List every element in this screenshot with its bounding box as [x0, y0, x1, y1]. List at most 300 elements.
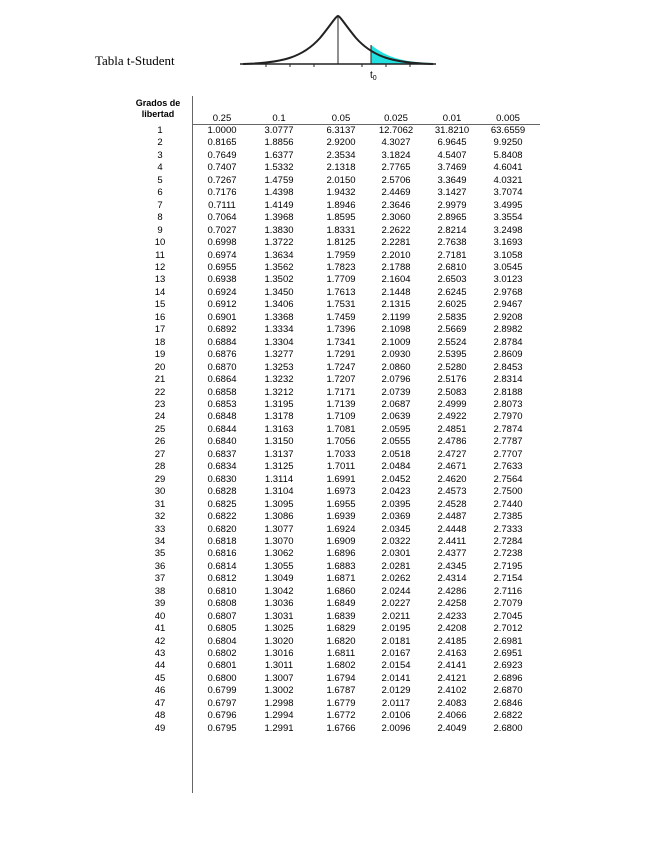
- critical-value-cell: 0.6924: [207, 286, 237, 298]
- critical-value-cell: 1.2998: [264, 697, 294, 709]
- critical-value-cell: 2.0096: [381, 722, 411, 734]
- df-value: 31: [154, 498, 166, 510]
- critical-value-cell: 2.8609: [493, 349, 523, 361]
- table-row: [0, 150, 655, 162]
- table-row: [0, 436, 655, 448]
- critical-value-cell: 1.8331: [326, 224, 356, 236]
- df-value: 40: [154, 610, 166, 622]
- critical-value-cell: 1.3195: [264, 398, 294, 410]
- critical-value-cell: 2.8188: [493, 386, 523, 398]
- critical-value-cell: 2.0211: [381, 610, 411, 622]
- critical-value-cell: 1.3002: [264, 685, 294, 697]
- critical-value-cell: 2.6981: [493, 635, 523, 647]
- critical-value-cell: 2.2281: [381, 237, 411, 249]
- critical-value-cell: 1.3025: [264, 623, 294, 635]
- critical-value-cell: 2.2622: [381, 224, 411, 236]
- critical-value-cell: 1.7341: [326, 336, 356, 348]
- df-value: 35: [154, 548, 166, 560]
- table-row: [0, 362, 655, 374]
- critical-value-cell: 2.8314: [493, 374, 523, 386]
- critical-value-cell: 2.7564: [493, 473, 523, 485]
- critical-value-cell: 2.1318: [326, 162, 356, 174]
- critical-value-cell: 2.0796: [381, 374, 411, 386]
- table-row: [0, 598, 655, 610]
- table-row: [0, 175, 655, 187]
- critical-value-cell: 1.3011: [264, 660, 294, 672]
- table-row: [0, 449, 655, 461]
- critical-value-cell: 2.4851: [437, 423, 467, 435]
- df-value: 10: [154, 237, 166, 249]
- critical-value-cell: 2.9467: [493, 299, 523, 311]
- df-value: 1: [157, 125, 163, 136]
- table-row: [0, 137, 655, 149]
- critical-value-cell: 4.6041: [493, 162, 523, 174]
- critical-value-cell: 1.7823: [326, 261, 356, 273]
- critical-value-cell: 1.6787: [326, 685, 356, 697]
- critical-value-cell: 2.4469: [381, 187, 411, 199]
- critical-value-cell: 1.3086: [264, 511, 294, 523]
- critical-value-cell: 2.0181: [381, 635, 411, 647]
- table-row: [0, 573, 655, 585]
- df-value: 3: [157, 149, 163, 161]
- critical-value-cell: 0.6807: [207, 610, 237, 622]
- df-value: 44: [154, 660, 166, 672]
- critical-value-cell: 1.3304: [264, 336, 294, 348]
- critical-value-cell: 0.7064: [207, 212, 237, 224]
- critical-value-cell: 2.0244: [381, 585, 411, 597]
- critical-value-cell: 2.7181: [437, 249, 467, 261]
- critical-value-cell: 1.3277: [264, 349, 294, 361]
- critical-value-cell: 2.0739: [381, 386, 411, 398]
- critical-value-cell: 1.7613: [326, 286, 356, 298]
- critical-value-cell: 1.8595: [326, 212, 356, 224]
- critical-value-cell: 2.6503: [437, 274, 467, 286]
- critical-value-cell: 1.6896: [326, 548, 356, 560]
- critical-value-cell: 1.7291: [326, 349, 356, 361]
- table-row: [0, 636, 655, 648]
- critical-value-cell: 0.7027: [207, 224, 237, 236]
- df-value: 24: [154, 411, 166, 423]
- critical-value-cell: 0.6853: [207, 398, 237, 410]
- critical-value-cell: 2.9768: [493, 286, 523, 298]
- critical-value-cell: 2.5669: [437, 324, 467, 336]
- critical-value-cell: 0.6901: [207, 311, 237, 323]
- df-value: 11: [155, 249, 165, 261]
- df-value: 30: [154, 486, 166, 498]
- critical-value-cell: 2.0154: [381, 660, 411, 672]
- table-row: [0, 536, 655, 548]
- df-value: 20: [154, 361, 166, 373]
- critical-value-cell: 2.6923: [493, 660, 523, 672]
- critical-value-cell: 2.0639: [381, 411, 411, 423]
- critical-value-cell: 1.6924: [326, 523, 356, 535]
- critical-value-cell: 2.1788: [381, 261, 411, 273]
- critical-value-cell: 2.8965: [437, 212, 467, 224]
- critical-value-cell: 1.4759: [264, 174, 294, 186]
- critical-value-cell: 2.0141: [381, 672, 411, 684]
- critical-value-cell: 5.8408: [493, 149, 523, 161]
- critical-value-cell: 3.1824: [381, 149, 411, 161]
- table-row: [0, 486, 655, 498]
- critical-value-cell: 1.3036: [264, 598, 294, 610]
- critical-value-cell: 1.9432: [326, 187, 356, 199]
- critical-value-cell: 1.7056: [326, 436, 356, 448]
- table-row: [0, 287, 655, 299]
- critical-value-cell: 0.6830: [207, 473, 237, 485]
- critical-value-cell: 2.7787: [493, 436, 523, 448]
- critical-value-cell: 3.1693: [493, 237, 523, 249]
- critical-value-cell: 2.3534: [326, 149, 356, 161]
- critical-value-cell: 0.6892: [207, 324, 237, 336]
- critical-value-cell: 2.6822: [493, 710, 523, 722]
- critical-value-cell: 2.0195: [381, 623, 411, 635]
- critical-value-cell: 2.4345: [437, 560, 467, 572]
- critical-value-cell: 1.6377: [264, 149, 294, 161]
- critical-value-cell: 2.1199: [381, 311, 411, 323]
- critical-value-cell: 0.6844: [207, 423, 237, 435]
- critical-value-cell: 2.5835: [437, 311, 467, 323]
- critical-value-cell: 2.7970: [493, 411, 523, 423]
- critical-value-cell: 3.3649: [437, 174, 467, 186]
- critical-value-cell: 6.3137: [326, 125, 356, 136]
- df-value: 47: [154, 697, 166, 709]
- critical-value-cell: 0.7111: [208, 199, 236, 211]
- critical-value-cell: 3.1058: [493, 249, 523, 261]
- critical-value-cell: 1.3368: [264, 311, 294, 323]
- critical-value-cell: 1.3830: [264, 224, 294, 236]
- critical-value-cell: 2.0129: [381, 685, 411, 697]
- critical-value-cell: 1.7139: [326, 398, 356, 410]
- table-row: [0, 399, 655, 411]
- critical-value-cell: 1.3114: [264, 473, 294, 485]
- critical-value-cell: 2.4377: [437, 548, 467, 560]
- critical-value-cell: 1.3968: [264, 212, 294, 224]
- critical-value-cell: 2.7333: [493, 523, 523, 535]
- critical-value-cell: 1.3104: [264, 486, 294, 498]
- critical-value-cell: 0.6938: [207, 274, 237, 286]
- critical-value-cell: 1.7171: [326, 386, 356, 398]
- critical-value-cell: 2.3060: [381, 212, 411, 224]
- df-value: 26: [154, 436, 166, 448]
- critical-value-cell: 0.6848: [207, 411, 237, 423]
- table-row: [0, 299, 655, 311]
- critical-value-cell: 0.6812: [207, 573, 237, 585]
- df-value: 27: [154, 448, 166, 460]
- critical-value-cell: 1.3062: [264, 548, 294, 560]
- critical-value-cell: 0.6801: [207, 660, 237, 672]
- critical-value-cell: 2.0167: [381, 648, 411, 660]
- t0-label: $t_0$: [370, 70, 377, 82]
- critical-value-cell: 2.4727: [437, 448, 467, 460]
- critical-value-cell: 1.2991: [264, 722, 294, 734]
- df-value: 15: [154, 299, 166, 311]
- critical-value-cell: 2.4185: [437, 635, 467, 647]
- df-value: 9: [157, 224, 163, 236]
- critical-value-cell: 1.6871: [326, 573, 356, 585]
- critical-value-cell: 1.6909: [326, 535, 356, 547]
- critical-value-cell: 0.6814: [207, 560, 237, 572]
- critical-value-cell: 0.6828: [207, 486, 237, 498]
- critical-value-cell: 1.3634: [264, 249, 294, 261]
- critical-value-cell: 1.3137: [264, 448, 294, 460]
- critical-value-cell: 2.7440: [493, 498, 523, 510]
- table-row: [0, 511, 655, 523]
- critical-value-cell: 2.0345: [381, 523, 411, 535]
- critical-value-cell: 12.7062: [378, 125, 414, 136]
- critical-value-cell: 2.4049: [437, 722, 467, 734]
- critical-value-cell: 2.5176: [437, 374, 467, 386]
- critical-value-cell: 1.3070: [264, 535, 294, 547]
- table-row: [0, 710, 655, 722]
- critical-value-cell: 1.7709: [326, 274, 356, 286]
- critical-value-cell: 1.3020: [264, 635, 294, 647]
- critical-value-cell: 63.6559: [490, 125, 526, 136]
- critical-value-cell: 0.6876: [207, 349, 237, 361]
- page-title: Tabla t-Student: [95, 53, 175, 68]
- critical-value-cell: 0.6825: [207, 498, 237, 510]
- critical-value-cell: 2.3646: [381, 199, 411, 211]
- critical-value-cell: 0.6822: [207, 511, 237, 523]
- critical-value-cell: 2.7012: [493, 623, 523, 635]
- critical-value-cell: 0.6808: [207, 598, 237, 610]
- critical-value-cell: 2.4233: [437, 610, 467, 622]
- critical-value-cell: 1.6860: [326, 585, 356, 597]
- critical-value-cell: 2.6870: [493, 685, 523, 697]
- table-row: [0, 337, 655, 349]
- df-value: 49: [154, 722, 166, 734]
- table-row: [0, 461, 655, 473]
- critical-value-cell: 0.7407: [207, 162, 237, 174]
- critical-value-cell: 9.9250: [493, 137, 523, 149]
- critical-value-cell: 2.5280: [437, 361, 467, 373]
- critical-value-cell: 3.1427: [437, 187, 467, 199]
- critical-value-cell: 2.9200: [326, 137, 356, 149]
- critical-value-cell: 2.4448: [437, 523, 467, 535]
- critical-value-cell: 2.0930: [381, 349, 411, 361]
- critical-value-cell: 2.8073: [493, 398, 523, 410]
- df-value: 6: [157, 187, 163, 199]
- critical-value-cell: 2.0555: [381, 436, 411, 448]
- critical-value-cell: 1.5332: [264, 162, 294, 174]
- df-value: 48: [154, 710, 166, 722]
- critical-value-cell: 1.6973: [326, 486, 356, 498]
- critical-value-cell: 2.7238: [493, 548, 523, 560]
- critical-value-cell: 0.6816: [207, 548, 237, 560]
- df-value: 46: [154, 685, 166, 697]
- critical-value-cell: 2.7874: [493, 423, 523, 435]
- critical-value-cell: 2.1315: [381, 299, 411, 311]
- table-row: [0, 611, 655, 623]
- critical-value-cell: 2.4922: [437, 411, 467, 423]
- critical-value-cell: 2.8982: [493, 324, 523, 336]
- critical-value-cell: 1.6802: [326, 660, 356, 672]
- critical-value-cell: 1.7081: [326, 423, 356, 435]
- critical-value-cell: 2.6846: [493, 697, 523, 709]
- critical-value-cell: 0.6837: [207, 448, 237, 460]
- critical-value-cell: 0.6834: [207, 461, 237, 473]
- table-row: [0, 685, 655, 697]
- critical-value-cell: 2.0395: [381, 498, 411, 510]
- critical-value-cell: 2.7195: [493, 560, 523, 572]
- df-value: 16: [154, 311, 166, 323]
- critical-value-cell: 3.0545: [493, 261, 523, 273]
- critical-value-cell: 1.3502: [264, 274, 294, 286]
- df-value: 42: [154, 635, 166, 647]
- table-row: [0, 162, 655, 174]
- critical-value-cell: 2.7707: [493, 448, 523, 460]
- critical-value-cell: 1.7011: [326, 461, 356, 473]
- critical-value-cell: 2.4573: [437, 486, 467, 498]
- critical-value-cell: 2.4314: [437, 573, 467, 585]
- t-table-body: [0, 125, 655, 735]
- df-value: 34: [154, 535, 166, 547]
- critical-value-cell: 1.3042: [264, 585, 294, 597]
- table-row: [0, 474, 655, 486]
- critical-value-cell: 1.6991: [326, 473, 356, 485]
- critical-value-cell: 2.1098: [381, 324, 411, 336]
- df-value: 43: [154, 648, 166, 660]
- critical-value-cell: 2.4141: [437, 660, 467, 672]
- critical-value-cell: 2.0262: [381, 573, 411, 585]
- critical-value-cell: 3.4995: [493, 199, 523, 211]
- critical-value-cell: 1.7959: [326, 249, 356, 261]
- df-value: 2: [157, 137, 163, 149]
- table-row: [0, 548, 655, 560]
- critical-value-cell: 1.3562: [264, 261, 294, 273]
- critical-value-cell: 1.3163: [264, 423, 294, 435]
- critical-value-cell: 0.6870: [207, 361, 237, 373]
- table-row: [0, 312, 655, 324]
- critical-value-cell: 1.3095: [264, 498, 294, 510]
- critical-value-cell: 1.3077: [264, 523, 294, 535]
- critical-value-cell: 1.7396: [326, 324, 356, 336]
- critical-value-cell: 1.0000: [207, 125, 237, 136]
- critical-value-cell: 0.7176: [207, 187, 237, 199]
- alpha-header: 0.025: [384, 113, 408, 124]
- critical-value-cell: 1.7207: [326, 374, 356, 386]
- critical-value-cell: 1.6839: [326, 610, 356, 622]
- critical-value-cell: 2.9979: [437, 199, 467, 211]
- critical-value-cell: 3.2498: [493, 224, 523, 236]
- critical-value-cell: 2.7765: [381, 162, 411, 174]
- alpha-header: 0.05: [331, 113, 351, 124]
- critical-value-cell: 3.0123: [493, 274, 523, 286]
- critical-value-cell: 1.3232: [264, 374, 294, 386]
- df-value: 37: [154, 573, 166, 585]
- critical-value-cell: 1.3722: [264, 237, 294, 249]
- critical-value-cell: 2.1448: [381, 286, 411, 298]
- critical-value-cell: 2.7154: [493, 573, 523, 585]
- df-value: 45: [154, 672, 166, 684]
- critical-value-cell: 0.6858: [207, 386, 237, 398]
- critical-value-cell: 2.5524: [437, 336, 467, 348]
- critical-value-cell: 2.4208: [437, 623, 467, 635]
- df-value: 17: [154, 324, 166, 336]
- critical-value-cell: 2.7284: [493, 535, 523, 547]
- critical-value-cell: 0.6818: [207, 535, 237, 547]
- table-row: [0, 387, 655, 399]
- critical-value-cell: 2.7116: [493, 585, 523, 597]
- critical-value-cell: 6.9645: [437, 137, 467, 149]
- critical-value-cell: 1.3178: [264, 411, 294, 423]
- df-value: 13: [154, 274, 166, 286]
- critical-value-cell: 0.6797: [207, 697, 237, 709]
- critical-value-cell: 2.0301: [381, 548, 411, 560]
- alpha-header: 0.01: [442, 113, 462, 124]
- critical-value-cell: 2.0106: [381, 710, 411, 722]
- degrees-of-freedom-header: Grados de libertad: [135, 98, 181, 119]
- critical-value-cell: 1.6779: [326, 697, 356, 709]
- df-value: 33: [154, 523, 166, 535]
- critical-value-cell: 0.7267: [207, 174, 237, 186]
- table-row: [0, 499, 655, 511]
- df-value: 12: [154, 261, 166, 273]
- critical-value-cell: 2.6800: [493, 722, 523, 734]
- df-value: 41: [154, 623, 166, 635]
- df-value: 22: [154, 386, 166, 398]
- critical-value-cell: 1.3253: [264, 361, 294, 373]
- critical-value-cell: 1.3334: [264, 324, 294, 336]
- critical-value-cell: 1.8856: [264, 137, 294, 149]
- critical-value-cell: 1.8125: [326, 237, 356, 249]
- critical-value-cell: 0.6810: [207, 585, 237, 597]
- critical-value-cell: 2.4411: [437, 535, 467, 547]
- critical-value-cell: 1.3150: [264, 436, 294, 448]
- critical-value-cell: 2.6025: [437, 299, 467, 311]
- critical-value-cell: 1.4398: [264, 187, 294, 199]
- table-row: [0, 561, 655, 573]
- df-value: 36: [154, 560, 166, 572]
- critical-value-cell: 2.7500: [493, 486, 523, 498]
- critical-value-cell: 1.2994: [264, 710, 294, 722]
- alpha-header: 0.1: [272, 113, 286, 124]
- critical-value-cell: 1.6829: [326, 623, 356, 635]
- critical-value-cell: 2.1604: [381, 274, 411, 286]
- critical-value-cell: 31.8210: [434, 125, 470, 136]
- critical-value-cell: 2.4083: [437, 697, 467, 709]
- critical-value-cell: 4.3027: [381, 137, 411, 149]
- critical-value-cell: 4.5407: [437, 149, 467, 161]
- critical-value-cell: 2.7385: [493, 511, 523, 523]
- critical-value-cell: 2.4786: [437, 436, 467, 448]
- critical-value-cell: 0.7649: [207, 149, 237, 161]
- critical-value-cell: 3.7469: [437, 162, 467, 174]
- critical-value-cell: 2.5083: [437, 386, 467, 398]
- df-value: 8: [157, 212, 163, 224]
- critical-value-cell: 2.7045: [493, 610, 523, 622]
- critical-value-cell: 1.7459: [326, 311, 356, 323]
- critical-value-cell: 0.6800: [207, 672, 237, 684]
- critical-value-cell: 2.6951: [493, 648, 523, 660]
- table-row: [0, 262, 655, 274]
- critical-value-cell: 2.5706: [381, 174, 411, 186]
- critical-value-cell: 0.6799: [207, 685, 237, 697]
- table-row: [0, 324, 655, 336]
- df-value: 4: [157, 162, 163, 174]
- critical-value-cell: 2.4528: [437, 498, 467, 510]
- critical-value-cell: 0.6955: [207, 261, 237, 273]
- critical-value-cell: 1.6794: [326, 672, 356, 684]
- critical-value-cell: 2.7633: [493, 461, 523, 473]
- critical-value-cell: 1.3450: [264, 286, 294, 298]
- critical-value-cell: 0.6805: [207, 623, 237, 635]
- critical-value-cell: 2.0423: [381, 486, 411, 498]
- df-value: 5: [157, 174, 163, 186]
- t-distribution-curve: [238, 10, 438, 85]
- critical-value-cell: 1.3406: [264, 299, 294, 311]
- critical-value-cell: 0.6864: [207, 374, 237, 386]
- critical-value-cell: 4.0321: [493, 174, 523, 186]
